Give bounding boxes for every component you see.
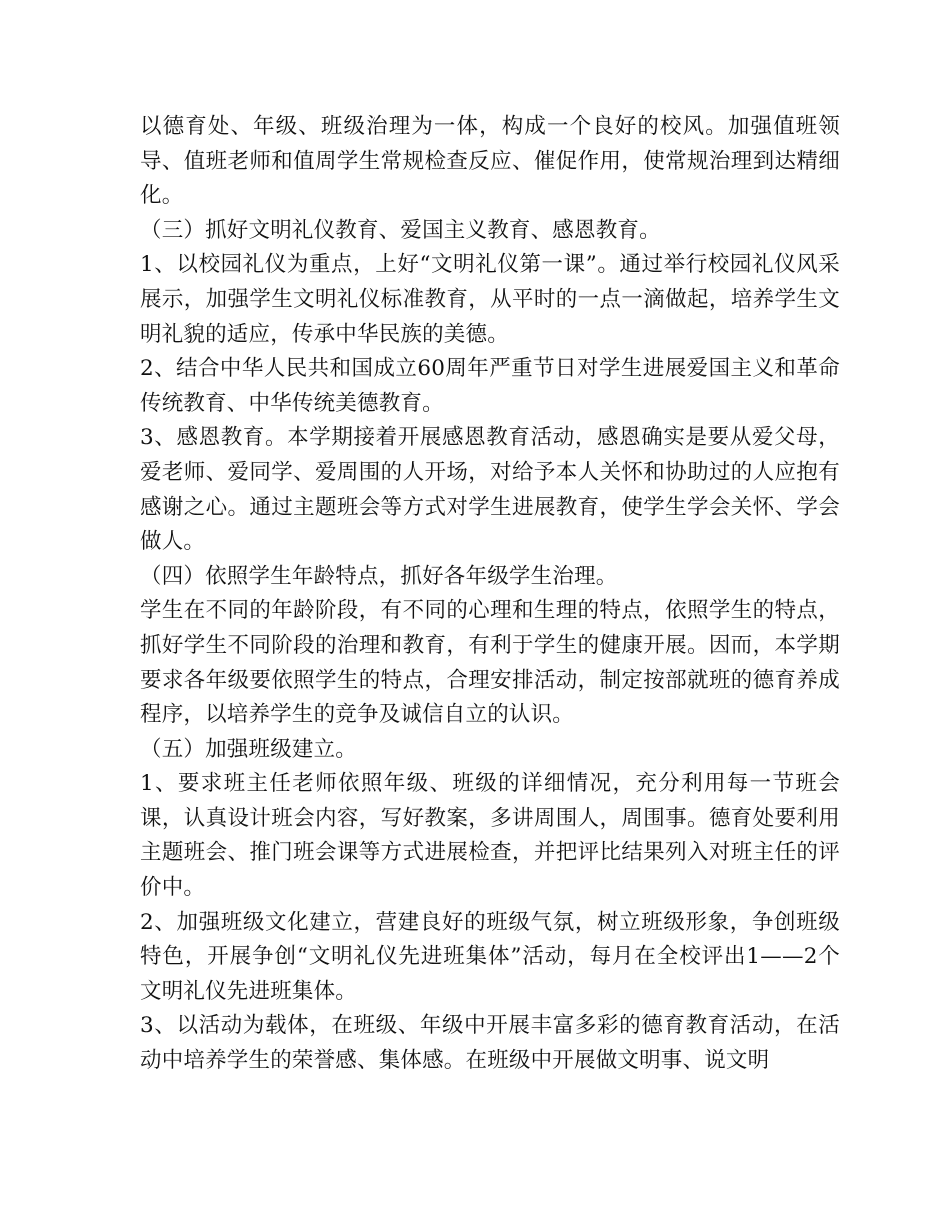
paragraph-class-culture-2: 2、加强班级文化建立，营建良好的班级气氛，树立班级形象，争创班级特色，开展争创“文明礼仪先进班集体”活动，每月在全校评出1——2个文明礼仪先进班集体。 [140,909,840,1004]
paragraph-patriotism-2: 2、结合中华人民共和国成立60周年严重节日对学生进展爱国主义和革命传统教育、中华传统美德教育。 [140,356,840,416]
paragraph-etiquette-1: 1、以校园礼仪为重点，上好“文明礼仪第一课”。通过举行校园礼仪风采展示，加强学生文明礼仪标准教育，从平时的一点一滴做起，培养学生文明礼貌的适应，传承中华民族的美德。 [140,252,840,347]
paragraph-school-style: 以德育处、年级、班级治理为一体，构成一个良好的校风。加强值班领导、值班老师和值周学生常规检查反应、催促作用，使常规治理到达精细化。 [140,114,840,209]
paragraph-age-management: 学生在不同的年龄阶段，有不同的心理和生理的特点，依照学生的特点，抓好学生不同阶段的治理和教育，有利于学生的健康开展。因而，本学期要求各年级要依照学生的特点，合理安排活动，制定按部就班的德育养成程序，以培养学生的竞争及诚信自立的认识。 [140,598,840,728]
paragraph-activities-3: 3、以活动为载体，在班级、年级中开展丰富多彩的德育教育活动，在活动中培养学生的荣誉感、集体感。在班级中开展做文明事、说文明 [140,1013,840,1074]
section-heading-4: （四）依照学生年龄特点，抓好各年级学生治理。 [140,563,618,589]
document-body [140,110,840,1079]
section-heading-3: （三）抓好文明礼仪教育、爱国主义教育、感恩教育。 [140,217,661,243]
paragraph-gratitude-3: 3、感恩教育。本学期接着开展感恩教育活动，感恩确实是要从爱父母，爱老师、爱同学、爱周围的人开场，对给予本人关怀和协助过的人应抱有感谢之心。通过主题班会等方式对学生进展教育，使学生学会关怀、学会做人。 [140,425,840,555]
paragraph-class-meeting-1: 1、要求班主任老师依照年级、班级的详细情况，充分利用每一节班会课，认真设计班会内容，写好教案，多讲周围人，周围事。德育处要利用主题班会、推门班会课等方式进展检查，并把评比结果列入对班主任的评价中。 [140,771,840,901]
section-heading-5: （五）加强班级建立。 [140,736,358,762]
